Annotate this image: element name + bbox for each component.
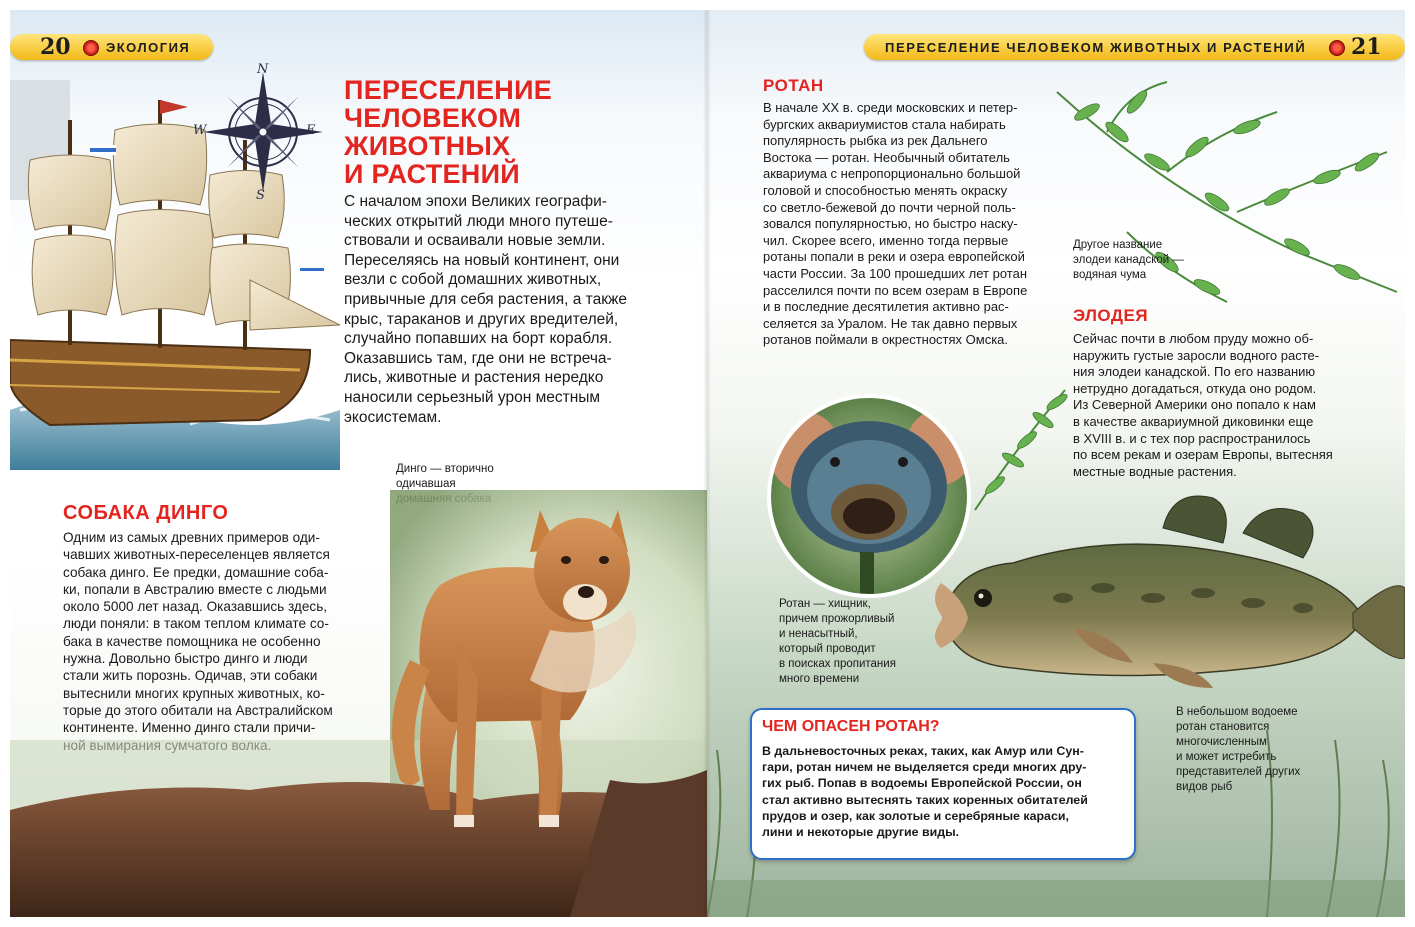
text-line: Одним из самых древних примеров оди- [63, 530, 320, 545]
text-line: лись, животные и растения нередко [344, 369, 604, 387]
section-label-right: ПЕРЕСЕЛЕНИЕ ЧЕЛОВЕКОМ ЖИВОТНЫХ И РАСТЕНИЙ [885, 40, 1307, 55]
text-line: головой и способностью менять окраску [763, 182, 1008, 198]
text-line: стали жить порознь. Одичав, эти собаки [63, 668, 318, 684]
text-line: местные водные растения. [1073, 463, 1237, 479]
text-line: нетрудно догадаться, откуда оно родом. [1073, 380, 1317, 396]
caption-line: одичавшая [396, 478, 456, 490]
text-line: нужна. Довольно быстро динго и люди [63, 651, 308, 667]
left-page [10, 10, 707, 917]
intro-text [344, 192, 656, 427]
title-line: ЧЕЛОВЕКОМ [344, 103, 522, 133]
text-line: по всем рекам и озерам Европы, вытесняя [1073, 447, 1333, 463]
dingo-photo [10, 490, 707, 917]
text-line: крыс, тараканов и других вредителей, [344, 310, 619, 328]
elodea-heading: ЭЛОДЕЯ [1073, 306, 1149, 325]
callout-text [762, 743, 1124, 840]
elodea-text [1073, 331, 1363, 480]
page-number-left: 20 [40, 34, 71, 60]
text-line: гари, ротан ничем не выделяется среди многих дру- [762, 760, 1087, 775]
text-line: Сейчас почти в любом пруду можно об- [1073, 331, 1314, 346]
callout-title: ЧЕМ ОПАСЕН РОТАН? [762, 718, 940, 735]
compass-bullet-icon [83, 40, 99, 56]
text-line: в качестве аквариумной диковинки еще [1073, 413, 1314, 429]
text-line: везли с собой домашних животных, [344, 271, 602, 289]
text-line: прудов и озер, как золотые и серебряные караси, [762, 808, 1069, 823]
page-number-right: 21 [1351, 34, 1382, 60]
text-line: Из Северной Америки оно попало к нам [1073, 397, 1316, 413]
caption-line: причем прожорливый [779, 613, 895, 625]
text-line: собака динго. Ее предки, домашние соба- [63, 564, 329, 580]
book-spread [10, 10, 1405, 917]
text-line: ротанов поймали в окрестностях Омска. [763, 332, 1009, 348]
text-line: люди поняли: в таком теплом климате со- [63, 616, 329, 632]
caption-line: и ненасытный, [779, 628, 858, 640]
caption-line: многочисленным [1176, 736, 1267, 748]
text-line: популярность рыбка из рек Дальнего [763, 133, 988, 149]
title-line: И РАСТЕНИЙ [344, 159, 521, 189]
text-line: ческих открытий люди много путеше- [344, 212, 613, 230]
rotan-heading: РОТАН [763, 76, 824, 95]
rotan-fish-illustration [923, 488, 1405, 708]
text-line: Переселяясь на новый континент, они [344, 251, 620, 269]
text-line: привычные для себя растения, а также [344, 290, 627, 308]
dingo-heading: СОБАКА ДИНГО [63, 502, 229, 524]
text-line: Оказавшись там, где они не встреча- [344, 349, 612, 367]
text-line: экосистемам. [344, 408, 442, 426]
text-line: чил. Скорее всего, именно тогда первые [763, 232, 1009, 248]
caption-line: водяная чума [1073, 269, 1147, 281]
section-label-left: ЭКОЛОГИЯ [106, 40, 191, 55]
title-line: ПЕРЕСЕЛЕНИЕ [344, 75, 553, 105]
caption-line: представителей других [1176, 766, 1301, 778]
caption-line: Другое название [1073, 239, 1163, 251]
text-line: ствовали и осваивали новые земли. [344, 232, 606, 250]
text-line: гих рыб. Попав в водоемы Европейской России, он [762, 776, 1082, 791]
text-line: аквариума с непропорционально большой [763, 166, 1021, 182]
compass-letter-s: S [256, 188, 265, 203]
compass-letter-w: W [193, 123, 207, 138]
text-line: около 5000 лет назад. Оказавшись здесь, [63, 599, 328, 615]
text-line: расселился почти по всем озерам в Европе [763, 282, 1028, 298]
rotan-caption [779, 597, 896, 687]
compass-letter-e: E [306, 123, 316, 138]
elodea-caption [1073, 238, 1184, 283]
text-line: ния элодеи канадской. По его названию [1073, 364, 1316, 380]
caption-line: который проводит [779, 643, 876, 655]
text-line: селяется за Уралом. Не так давно первых [763, 315, 1018, 331]
compass-letter-n: N [257, 62, 269, 77]
text-line: чавших животных-переселенцев является [63, 547, 330, 563]
text-line: части России. За 100 прошедших лет ротан [763, 265, 1028, 281]
caption-line: В небольшом водоеме [1176, 706, 1298, 718]
text-line: наружить густые заросли водного расте- [1073, 347, 1320, 363]
caption-line: много времени [779, 673, 860, 685]
text-line: случайно попавших на борт корабля. [344, 330, 613, 348]
book-gutter [703, 10, 711, 917]
caption-line: видов рыб [1176, 781, 1233, 793]
text-line: бака в качестве помощника не особенно [63, 633, 321, 649]
text-line: В начале XX в. среди московских и петер- [763, 100, 1018, 115]
text-line: торые до этого обитали на Австралийском [63, 702, 333, 718]
text-line: ки, попали в Австралию вместе с людьми [63, 581, 327, 597]
text-line: и в последние десятилетия активно рас- [763, 299, 1009, 315]
text-line: стал активно вытеснять таких коренных обитателей [762, 792, 1088, 807]
pond-caption [1176, 705, 1300, 795]
text-line: ротаны попали в реки и озера европейской [763, 249, 1025, 265]
text-line: наносили серьезный урон местным [344, 388, 601, 406]
caption-line: Динго — вторично [396, 463, 494, 475]
rotan-text [763, 100, 1055, 349]
text-line: С началом эпохи Великих географи- [344, 193, 607, 210]
text-line: со светло-бежевой до почти черной поль- [763, 199, 1016, 215]
text-line: бургских аквариумистов стала набирать [763, 116, 1006, 132]
caption-line: Ротан — хищник, [779, 598, 871, 610]
text-line: Востока — ротан. Необычный обитатель [763, 149, 1010, 165]
text-line: лини и некоторые другие виды. [762, 825, 960, 840]
page-title [344, 76, 552, 188]
compass-bullet-icon [1329, 40, 1345, 56]
text-line: зовался популярностью, но быстро наску- [763, 216, 1018, 232]
text-line: вытеснили многих крупных животных, ко- [63, 685, 325, 701]
text-line: В дальневосточных реках, таких, как Амур или Сун- [762, 744, 1084, 758]
caption-line: в поисках пропитания [779, 658, 896, 670]
rotan-danger-callout [750, 708, 1136, 860]
title-line: ЖИВОТНЫХ [344, 131, 511, 161]
caption-line: ротан становится [1176, 721, 1270, 733]
caption-line: и может истребить [1176, 751, 1277, 763]
caption-line: элодеи канадской — [1073, 254, 1184, 266]
text-line: континенте. Именно динго стали причи- [63, 720, 316, 736]
text-line: в XVIII в. и с тех пор распространилось [1073, 430, 1311, 446]
